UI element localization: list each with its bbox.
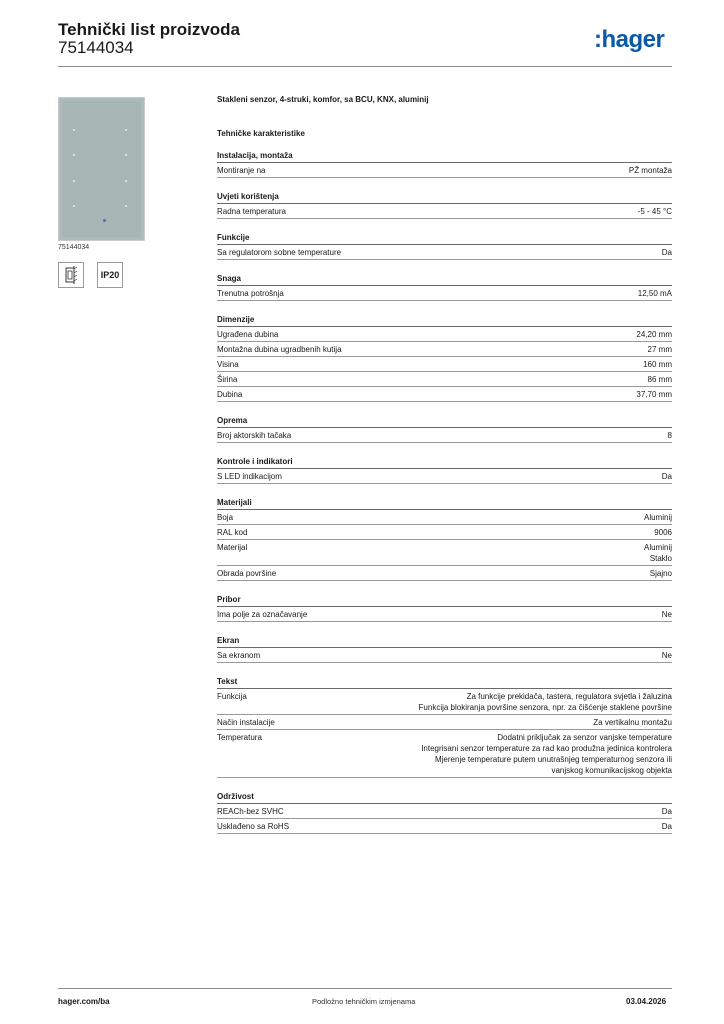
spec-value-line: Aluminij [643,513,672,522]
spec-value [662,609,672,620]
touch-point [73,205,75,207]
spec-label: Boja [217,513,234,522]
spec-row [217,566,672,581]
spec-value-line: Da [661,248,672,257]
spec-value [636,389,672,400]
spec-label: Obrada površine [217,569,277,578]
spec-section [217,416,672,443]
status-led [103,219,106,222]
touch-point [125,180,127,182]
spec-value-line: Za vertikalnu montažu [593,718,672,727]
spec-value-line: vanjskog komunikacijskog objekta [551,766,672,775]
spec-label: Sa regulatorom sobne temperature [217,248,342,257]
footer-divider [58,988,672,989]
spec-value [648,374,672,385]
spec-section [217,498,672,581]
spec-section [217,151,672,178]
spec-row [217,163,672,178]
hager-logo: :hager [594,26,665,53]
spec-label: S LED indikacijom [217,472,282,481]
glass-panel [62,101,141,237]
spec-value [648,344,672,355]
spec-value [668,430,672,441]
flush-mount-icon [58,262,84,288]
spec-label: Materijal [217,543,248,552]
spec-value-line: PŽ montaža [628,166,672,175]
spec-section [217,636,672,663]
spec-value [638,288,672,299]
spec-label: Način instalacije [217,718,275,727]
spec-value-line: Da [661,822,672,831]
spec-label: Temperatura [217,733,262,742]
section-title: Instalacija, montaža [217,151,672,163]
ip-rating-badge: IP20 [97,262,123,288]
spec-section [217,315,672,402]
spec-value-line: -5 - 45 °C [637,207,672,216]
spec-label: Funkcija [217,692,247,701]
tech-heading: Tehničke karakteristike [217,129,305,138]
section-title: Ekran [217,636,672,648]
section-title: Održivost [217,792,672,804]
spec-value-line: Za funkcije prekidača, tastera, regulatora svjetla i žaluzina [466,692,672,701]
spec-value-line: 160 mm [643,360,672,369]
spec-sections [217,151,672,834]
touch-point [73,154,75,156]
spec-value-line: 86 mm [647,375,672,384]
image-caption: 75144034 [58,244,90,251]
spec-value [593,717,672,728]
header-divider [58,66,672,67]
spec-value [654,527,672,538]
spec-value [650,568,672,579]
section-title: Snaga [217,274,672,286]
spec-value [421,732,672,776]
spec-row [217,730,672,778]
spec-value-line: 37,70 mm [636,390,672,399]
touch-point [125,205,127,207]
spec-row [217,525,672,540]
spec-value-line: 9006 [654,528,672,537]
footer-date: 03.04.2026 [626,997,667,1006]
spec-value [662,247,672,258]
spec-section [217,274,672,301]
spec-row [217,648,672,663]
spec-label: RAL kod [217,528,248,537]
spec-row [217,286,672,301]
spec-row [217,715,672,730]
section-title: Funkcije [217,233,672,245]
spec-row [217,204,672,219]
product-code: 75144034 [58,38,134,57]
spec-value [644,542,672,564]
spec-value-line: Ne [661,651,672,660]
spec-value-line: Ne [661,610,672,619]
spec-content [217,95,672,834]
spec-label: Broj aktorskih tačaka [217,431,292,440]
spec-row [217,510,672,525]
spec-value-line: Integrisani senzor temperature za rad kao produžna jedinica kontrolera [421,744,672,753]
spec-label: Trenutna potrošnja [217,289,284,298]
section-title: Tekst [217,677,672,689]
spec-value [636,329,672,340]
spec-section [217,457,672,484]
spec-value [662,821,672,832]
spec-value-line: 12,50 mA [637,289,672,298]
spec-row [217,342,672,357]
spec-section [217,233,672,260]
spec-value [638,206,672,217]
spec-label: Visina [217,360,239,369]
spec-row [217,540,672,566]
spec-section [217,192,672,219]
spec-value-line: 24,20 mm [636,330,672,339]
touch-point [125,154,127,156]
product-name: Stakleni senzor, 4-struki, komfor, sa BCU, KNX, aluminij [217,95,429,104]
section-title: Dimenzije [217,315,672,327]
spec-label: Širina [217,375,238,384]
spec-value [662,650,672,661]
touch-point [73,180,75,182]
spec-label: Montiranje na [217,166,266,175]
spec-section [217,595,672,622]
spec-value [644,512,672,523]
spec-value-line: Mjerenje temperature putem unutrašnjeg temperaturnog senzora ili [434,755,672,764]
spec-value-line: Aluminij [643,543,672,552]
section-title: Materijali [217,498,672,510]
spec-value-line: Sjajno [649,569,672,578]
spec-row [217,245,672,260]
spec-value-line: Staklo [649,554,672,563]
touch-point [125,129,127,131]
footer-note: Podložno tehničkim izmjenama [312,997,416,1006]
spec-label: Dubina [217,390,243,399]
spec-value-line: 8 [667,431,672,440]
spec-label: REACh-bez SVHC [217,807,284,816]
spec-row [217,804,672,819]
spec-label: Ima polje za označavanje [217,610,308,619]
spec-row [217,689,672,715]
footer-site: hager.com/ba [58,997,110,1006]
spec-label: Montažna dubina ugradbenih kutija [217,345,342,354]
spec-value-line: Funkcija blokiranja površine senzora, npr. za čišćenje staklene površine [418,703,672,712]
spec-value [629,165,672,176]
spec-value-line: Da [661,472,672,481]
spec-row [217,357,672,372]
spec-section [217,677,672,778]
spec-value [662,806,672,817]
spec-value [419,691,672,713]
touch-point [73,129,75,131]
spec-row [217,372,672,387]
spec-row [217,327,672,342]
spec-row [217,387,672,402]
spec-row [217,819,672,834]
spec-value-line: Da [661,807,672,816]
spec-label: Sa ekranom [217,651,261,660]
section-title: Uvjeti korištenja [217,192,672,204]
spec-value [643,359,672,370]
spec-label: Radna temperatura [217,207,286,216]
spec-row [217,607,672,622]
spec-label: Usklađeno sa RoHS [217,822,290,831]
spec-row [217,469,672,484]
spec-value-line: Dodatni priključak za senzor vanjske temperature [497,733,672,742]
spec-value-line: 27 mm [647,345,672,354]
spec-label: Ugrađena dubina [217,330,279,339]
product-image [58,97,145,241]
spec-section [217,792,672,834]
page-title: Tehnički list proizvoda [58,20,240,39]
section-title: Oprema [217,416,672,428]
section-title: Kontrole i indikatori [217,457,672,469]
spec-value [662,471,672,482]
section-title: Pribor [217,595,672,607]
spec-row [217,428,672,443]
